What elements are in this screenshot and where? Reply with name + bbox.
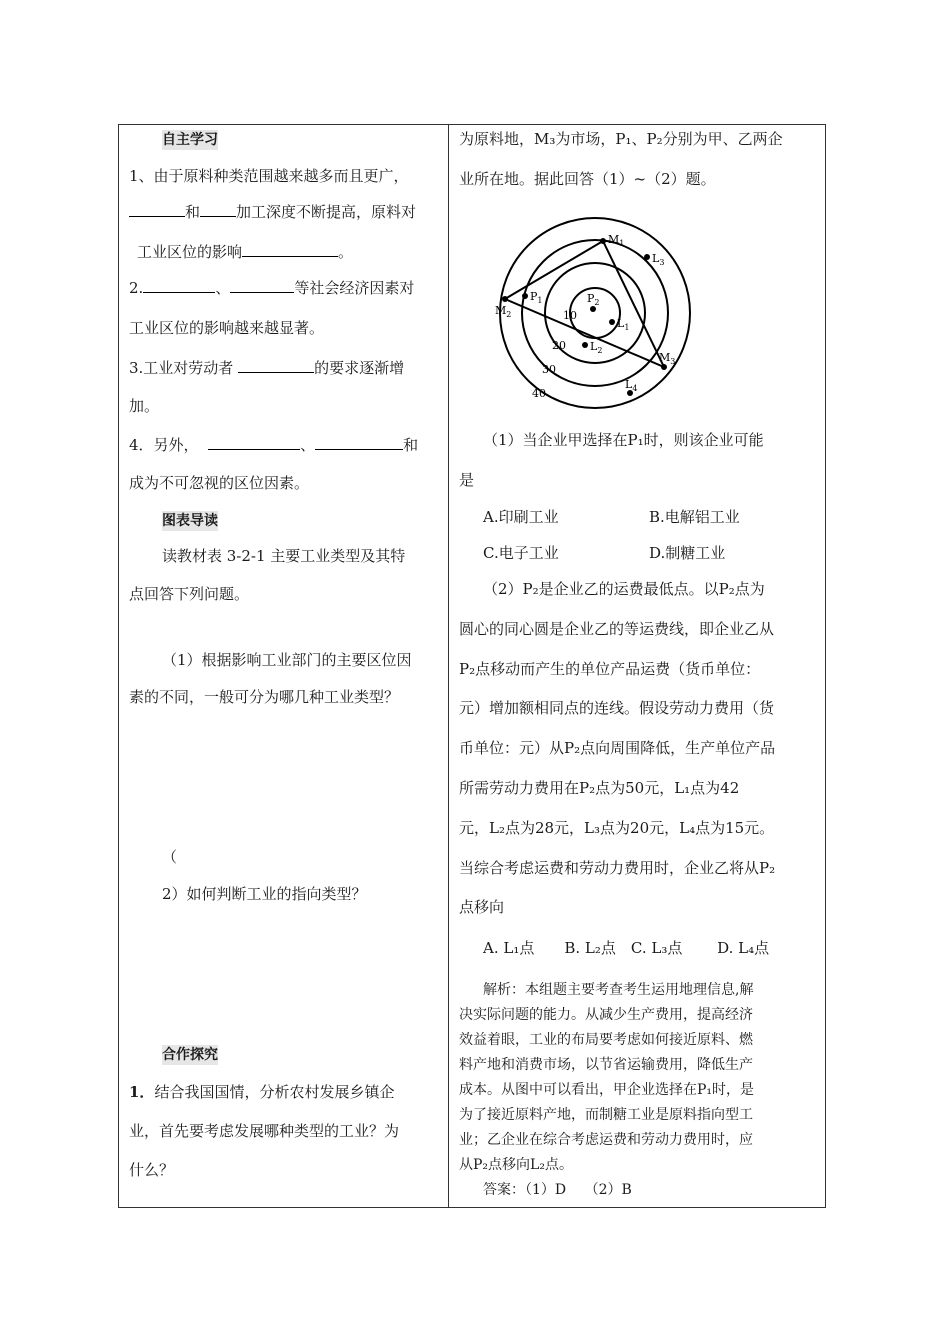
label-m1: $M_1$ (608, 233, 625, 248)
option-b[interactable]: B.电解铝工业 (649, 508, 740, 526)
q4-line2: 成为不可忽视的区位因素。 (129, 474, 310, 492)
option-d[interactable]: D.制糖工业 (649, 544, 726, 562)
label-m2: $M_2$ (495, 304, 512, 319)
q3-line1: 3.工业对劳动者 的要求逐渐增 (129, 359, 405, 377)
blank[interactable] (238, 358, 314, 373)
analysis-line: 成本。从图中可以看出，甲企业选择在P₁时，是 (459, 1082, 755, 1098)
blank[interactable] (143, 278, 215, 293)
left-column (119, 125, 448, 1207)
analysis-line: 解析：本组题主要考查考生运用地理信息,解 (483, 982, 754, 998)
heading-cooperative: 合作探究 (162, 1047, 218, 1063)
q1-line1: 1、由于原料种类范围越来越多而且更广， (129, 167, 409, 185)
q2-line: 元）增加额相同点的连线。假设劳动力费用（货 (459, 699, 775, 717)
coop-line3: 什么？ (129, 1161, 175, 1179)
label-p2: $P_2$ (587, 292, 600, 307)
q2-line: 当综合考虑运费和劳动力费用时，企业乙将从P₂ (459, 859, 776, 877)
analysis-line: 从P₂点移向L₂点。 (459, 1157, 573, 1173)
ring-label-40: 40 (532, 387, 546, 400)
intro-line2: 业所在地。据此回答（1）~（2）题。 (459, 170, 716, 188)
read-line2: 点回答下列问题。 (129, 585, 250, 603)
label-l2: $L_2$ (590, 340, 603, 355)
ring-label-20: 20 (552, 339, 566, 352)
label-l3: $L_3$ (652, 252, 665, 267)
q1-line2: 和 加工深度不断提高，原料对 (129, 202, 416, 222)
blank[interactable] (315, 435, 403, 450)
right-column (449, 125, 827, 1207)
label-l4: $L_4$ (625, 378, 638, 393)
point-m1 (600, 238, 606, 244)
q1-line1: （1）当企业甲选择在P₁时，则该企业可能 (483, 431, 764, 449)
label-p1: $P_1$ (530, 290, 543, 305)
option-c[interactable]: C.电子工业 (483, 544, 559, 562)
q4-line1: 4．另外， 、 和 (129, 436, 419, 454)
analysis-line: 料产地和消费市场，以节省运输费用，降低生产 (459, 1057, 753, 1073)
point-p1 (522, 293, 528, 299)
analysis-line: 为了接近原料产地，而制糖工业是原料指向型工 (459, 1107, 753, 1123)
heading-self-study: 自主学习 (162, 132, 218, 148)
point-l2 (582, 342, 588, 348)
sub1-line1: （1）根据影响工业部门的主要区位因 (162, 651, 412, 669)
sub1-line2: 素的不同，一般可分为哪几种工业类型？ (129, 688, 400, 706)
blank[interactable] (200, 202, 236, 217)
q2-options[interactable]: A. L₁点 B. L₂点 C. L₃点 D. L₄点 (483, 939, 770, 957)
blank[interactable] (129, 202, 185, 217)
q2-line: 币单位：元）从P₂点向周围降低，生产单位产品 (459, 739, 776, 757)
q2-line2: 工业区位的影响越来越显著。 (129, 319, 325, 337)
answer-line: 答案：（1）D （2）B (483, 1182, 632, 1198)
point-l3 (644, 254, 650, 260)
analysis-line: 业；乙企业在综合考虑运费和劳动力费用时，应 (459, 1132, 753, 1148)
q2-line: 圆心的同心圆是企业乙的等运费线，即企业乙从 (459, 620, 775, 638)
q1-line3: 工业区位的影响 。 (137, 243, 354, 261)
point-l1 (609, 319, 615, 325)
worksheet-table (118, 124, 826, 1208)
label-m3: $M_3$ (659, 351, 676, 366)
ring-label-30: 30 (542, 363, 556, 376)
sub2-paren: （ (162, 848, 178, 866)
intro-line1: 为原料地，M₃为市场，P₁、P₂分别为甲、乙两企 (459, 130, 783, 148)
point-m2 (502, 296, 508, 302)
diagram-overlay (495, 213, 785, 413)
q2-line: 点移向 (459, 898, 505, 916)
blank[interactable] (208, 435, 300, 450)
blank[interactable] (242, 242, 338, 257)
q2-line: （2）P₂是企业乙的运费最低点。以P₂点为 (483, 580, 765, 598)
heading-chart-reading: 图表导读 (162, 513, 218, 529)
analysis-line: 决实际问题的能力。从减少生产费用，提高经济 (459, 1007, 753, 1023)
option-a[interactable]: A.印刷工业 (483, 508, 559, 526)
blank[interactable] (230, 278, 294, 293)
point-m3 (661, 364, 667, 370)
read-line1: 读教材表 3-2-1 主要工业类型及其特 (162, 547, 406, 565)
analysis-line: 效益着眼，工业的布局要考虑如何接近原料、燃 (459, 1032, 753, 1048)
sub2-line: 2）如何判断工业的指向类型？ (162, 885, 367, 903)
label-l1: $L_1$ (617, 317, 630, 332)
q2-line1: 2. 、 等社会经济因素对 (129, 279, 415, 297)
q2-line: P₂点移动而产生的单位产品运费（货币单位： (459, 660, 761, 678)
ring-label-10: 10 (563, 309, 577, 322)
q1-line2: 是 (459, 471, 475, 489)
q2-line: 所需劳动力费用在P₂点为50元，L₁点为42 (459, 779, 740, 797)
q3-line2: 加。 (129, 397, 160, 415)
coop-line2: 业，首先要考虑发展哪种类型的工业？为 (129, 1122, 400, 1140)
q2-line: 元，L₂点为28元，L₃点为20元，L₄点为15元。 (459, 819, 775, 837)
coop-line1: 1．结合我国国情，分析农村发展乡镇企 (129, 1083, 395, 1101)
